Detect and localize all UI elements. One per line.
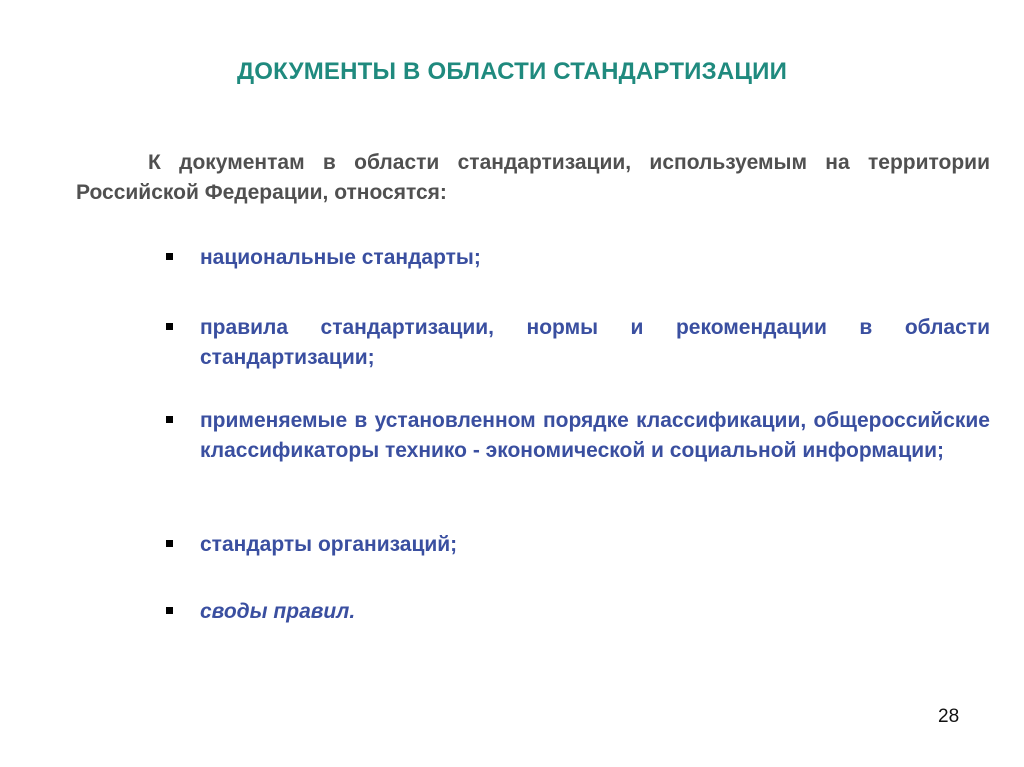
list-item — [166, 243, 990, 273]
square-bullet-icon — [166, 323, 173, 330]
square-bullet-icon — [166, 253, 173, 260]
list-item — [166, 406, 990, 466]
square-bullet-icon — [166, 540, 173, 547]
square-bullet-icon — [166, 607, 173, 614]
bullet-text: применяемые в установленном порядке классификации, общероссийские классификаторы технико - экономической и социальной информации; — [200, 409, 990, 462]
bullet-text: своды правил. — [200, 600, 356, 623]
bullet-text: правила стандартизации, нормы и рекомендации в области стандартизации; — [200, 316, 990, 369]
bullet-text: стандарты организаций; — [200, 533, 458, 556]
list-item — [166, 597, 990, 627]
list-item — [166, 313, 990, 373]
square-bullet-icon — [166, 416, 173, 423]
intro-paragraph: К документам в области стандартизации, используемым на территории Российской Федерации, относятся: — [76, 151, 990, 204]
slide-title: ДОКУМЕНТЫ В ОБЛАСТИ СТАНДАРТИЗАЦИИ — [236, 58, 788, 85]
page-number: 28 — [938, 706, 960, 727]
list-item — [166, 530, 990, 560]
bullet-text: национальные стандарты; — [200, 246, 481, 269]
